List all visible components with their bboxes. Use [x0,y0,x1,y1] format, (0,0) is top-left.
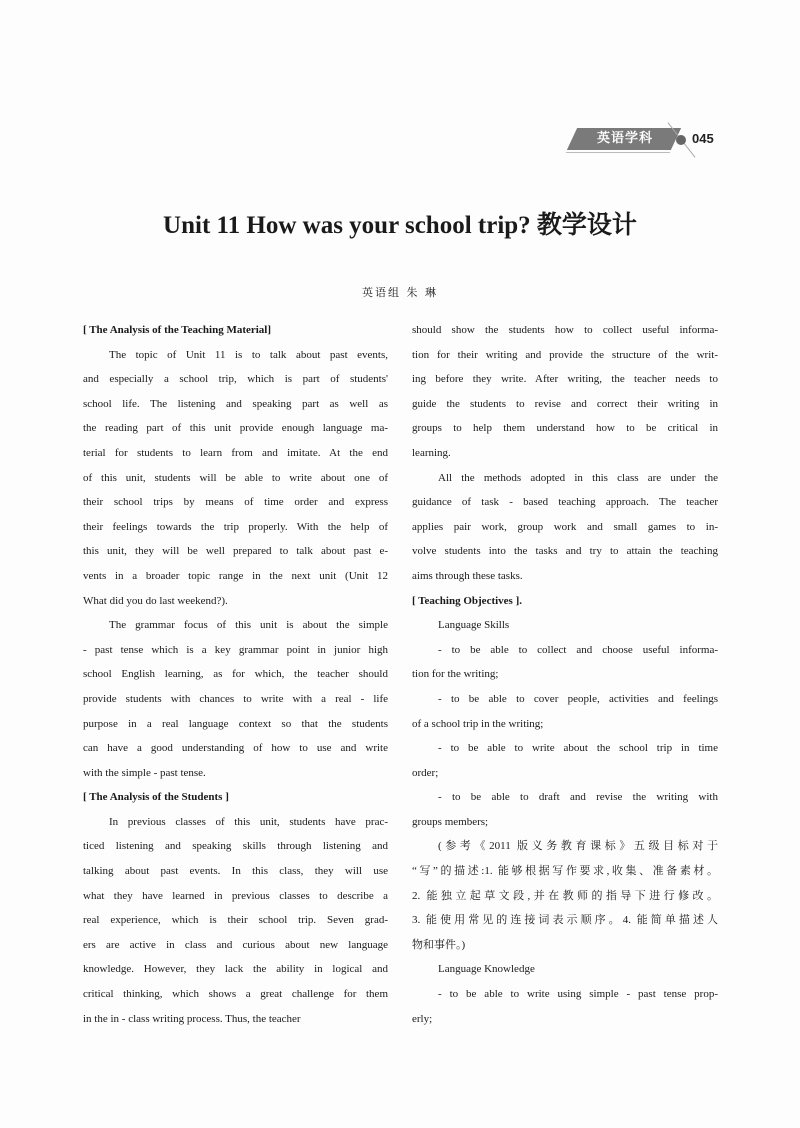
section-heading: [ The Analysis of the Teaching Material] [83,324,272,336]
paragraph-line: their feelings towards the trip properly. With the help of [83,520,388,533]
paragraph-line: school English learning, as for which, the teacher should [83,668,388,681]
right-column [412,318,718,1031]
paragraph-line: - to be able to write about the school trip in time [438,742,718,755]
paragraph-line: Language Knowledge [438,963,535,976]
paragraph-line: (参考《2011 版义务教育课标》五级目标对于 [438,840,718,853]
paragraph-line: this unit, they will be well prepared to talk about past e- [83,545,388,558]
left-column [83,318,388,1031]
paragraph-line: of a school trip in the writing; [412,717,544,730]
paragraph-line: - to be able to cover people, activities and feelings [438,692,718,705]
paragraph-line: 2. 能独立起草文段,并在教师的指导下进行修改。 [412,889,718,902]
paragraph-line: provide students with chances to write with a real - life [83,692,388,705]
paragraph-line: real experience, which is their school trip. Seven grad- [83,914,388,927]
paragraph-line: guidance of task - based teaching approach. The teacher [412,496,718,509]
paragraph-line: All the methods adopted in this class are under the [438,471,718,484]
paragraph-line: tion for their writing and provide the structure of the writ- [412,348,718,361]
paragraph-line: Language Skills [438,619,510,632]
paragraph-line: aims through these tasks. [412,569,523,582]
paragraph-line: and especially a school trip, which is part of students' [83,373,388,386]
paragraph-line: knowledge. However, they lack the ability in logical and [83,963,388,976]
paragraph-line: What did you do last weekend?). [83,594,228,607]
paragraph-line: learning. [412,446,451,459]
section-heading: [ Teaching Objectives ]. [412,594,522,607]
paragraph-line: The topic of Unit 11 is to talk about past events, [109,348,388,361]
paragraph-line: of this unit, students will be able to write about one of [83,471,388,484]
paragraph-line: the reading part of this unit provide enough language ma- [83,422,388,435]
paragraph-line: - to be able to draft and revise the writing with [438,791,718,804]
paragraph-line: critical thinking, which shows a great challenge for them [83,988,388,1001]
paragraph-line: groups to help them understand how to be critical in [412,422,718,435]
paragraph-line: should show the students how to collect useful informa- [412,324,718,336]
paragraph-line: ers are active in class and curious about new language [83,938,388,951]
paragraph-line: - to be able to collect and choose useful informa- [438,643,718,656]
paragraph-line: can have a good understanding of how to use and write [83,742,388,755]
paragraph-line: what they have learned in previous classes to describe a [83,889,388,902]
paragraph-line: school life. The listening and speaking part as well as [83,397,388,410]
paragraph-line: guide the students to revise and correct their writing in [412,397,718,410]
paragraph-line: volve students into the tasks and try to attain the teaching [412,545,718,558]
section-badge: 英语学科 [596,131,653,146]
paragraph-line: vents in a broader topic range in the next unit (Unit 12 [83,569,388,582]
paragraph-line: terial for students to learn from and imitate. At the end [83,446,388,459]
paragraph-line: ticed listening and speaking skills through listening and [83,840,388,853]
paragraph-line: tion for the writing; [412,668,499,681]
paragraph-line: - past tense which is a key grammar point in junior high [83,643,388,656]
paragraph-line: 物和事件。) [412,938,466,951]
badge-underline [566,152,670,153]
header-dot-icon [676,135,686,145]
paragraph-line: ing before they write. After writing, the teacher needs to [412,373,718,386]
paragraph-line: purpose in a real language context so that the students [83,717,388,730]
paragraph-line: 3. 能使用常见的连接词表示顺序。4. 能简单描述人 [412,914,718,927]
paragraph-line: - to be able to write using simple - past tense prop- [438,988,718,1001]
page-title: Unit 11 How was your school trip? 教学设计 [163,212,637,239]
paragraph-line: with the simple - past tense. [83,766,206,779]
paragraph-line: In previous classes of this unit, students have prac- [109,815,388,828]
paragraph-line: in the in - class writing process. Thus, the teacher [83,1012,301,1025]
paragraph-line: “写”的描述:1. 能够根据写作要求,收集、准备素材。 [412,865,718,878]
author-line: 英语组 朱 琳 [362,286,438,299]
paragraph-line: groups members; [412,815,489,828]
paragraph-line: order; [412,766,439,779]
paragraph-line: their school trips by means of time order and express [83,496,388,509]
section-heading: [ The Analysis of the Students ] [83,791,229,804]
paragraph-line: talking about past events. In this class, they will use [83,865,388,878]
page-number: 045 [692,131,714,146]
paragraph-line: The grammar focus of this unit is about the simple [109,619,388,632]
paragraph-line: applies pair work, group work and small games to in- [412,520,718,533]
paragraph-line: erly; [412,1012,433,1025]
